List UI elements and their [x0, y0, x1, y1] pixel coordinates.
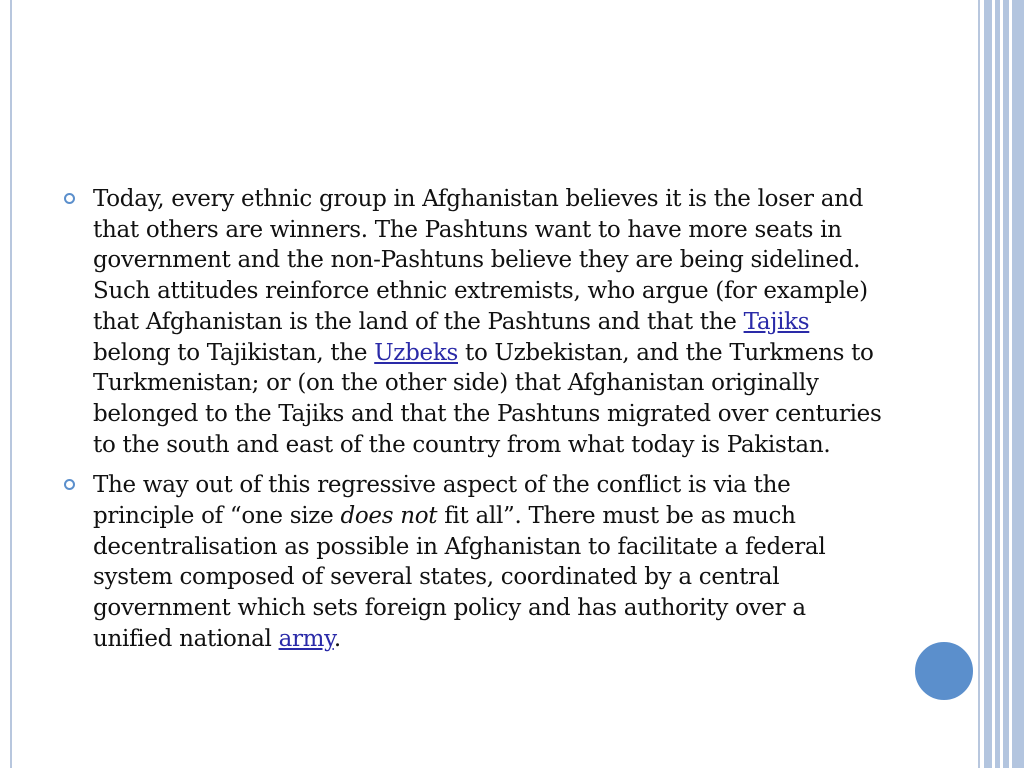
bullet-circle-icon: [64, 193, 75, 204]
right-border-stripe: [1003, 0, 1009, 768]
tajiks-link[interactable]: Tajiks: [743, 308, 810, 335]
bullet-circle-icon: [64, 479, 75, 490]
text-segment: .: [333, 625, 341, 652]
bullet-item: [60, 470, 890, 654]
bullet-item: [60, 184, 890, 460]
text-segment: fit all”. There must be as much decentralisation as possible in Afghanistan to facilitate a federal system composed of several states, coordinated by a central government which sets foreign policy and has authority over a unified national: [93, 503, 826, 652]
right-border-rule: [978, 0, 980, 768]
uzbeks-link[interactable]: Uzbeks: [374, 339, 458, 366]
army-link[interactable]: army: [278, 625, 334, 652]
text-segment: Today, every ethnic group in Afghanistan believes it is the loser and that others are winners. The Pashtuns want to have more seats in government and the non-Pashtuns believe they are being sidelined. Such attitudes reinforce ethnic extremists, who argue (for example) that Afghanistan is the land of the Pashtuns and that the: [93, 186, 868, 335]
right-border-stripe: [1012, 0, 1024, 768]
right-border-stripe: [995, 0, 1000, 768]
left-border-rule: [10, 0, 12, 768]
decorative-circle: [913, 640, 975, 702]
text-segment: to Uzbekistan, and the Turkmens to Turkmenistan; or (on the other side) that Afghanistan originally belonged to the Tajiks and that the Pashtuns migrated over centuries to the south and east of the country from what today is Pakistan.: [93, 339, 882, 458]
bullet-text: [93, 184, 890, 460]
text-segment: The way out of this regressive aspect of the conflict is via the principle of “one size: [93, 472, 791, 530]
bullet-text: [93, 470, 890, 654]
slide-body: [60, 184, 890, 665]
emphasis-text: does not: [340, 503, 438, 530]
right-border-stripe: [984, 0, 992, 768]
text-segment: belong to Tajikistan, the: [93, 339, 375, 366]
